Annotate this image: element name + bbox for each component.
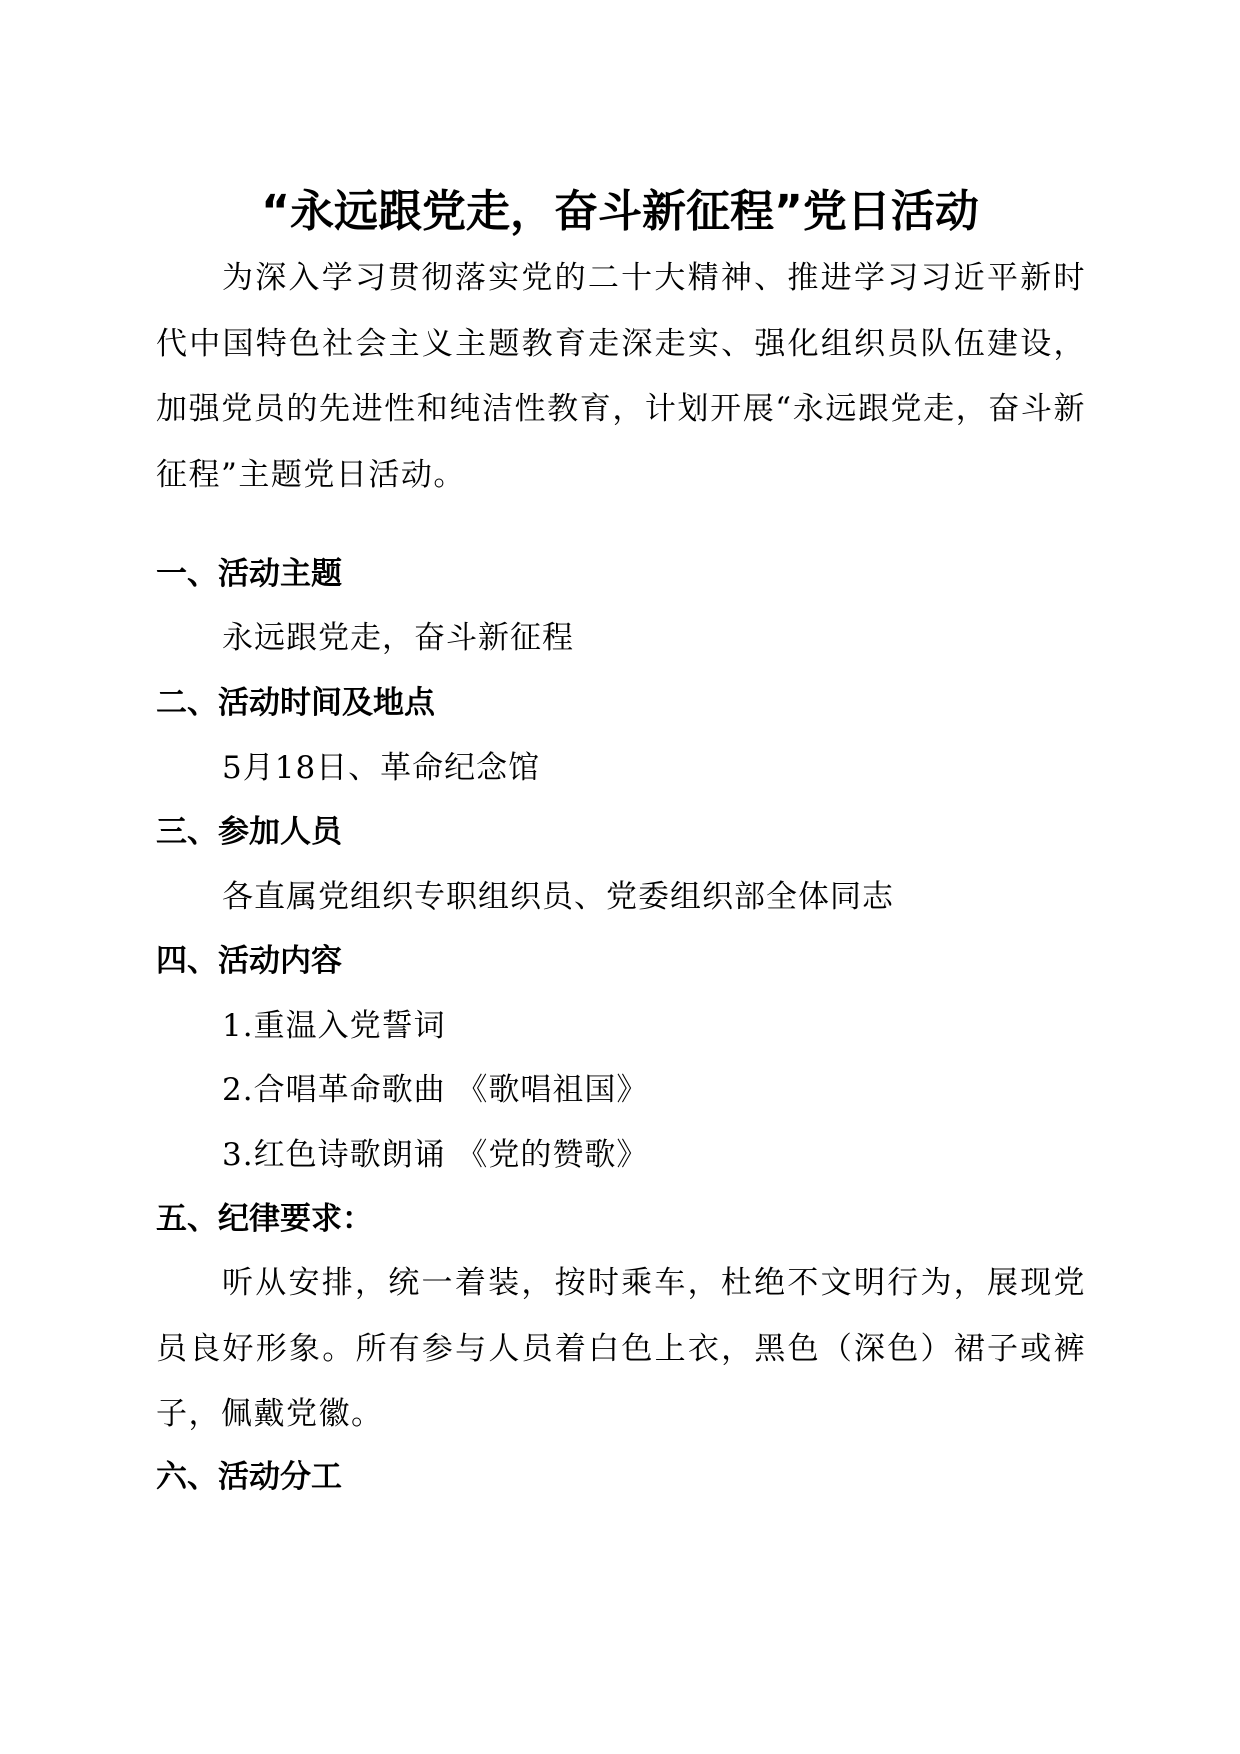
section-heading-time-place: 二、活动时间及地点 <box>156 685 435 721</box>
document-title: “永远跟党走，奋斗新征程”党日活动 <box>261 186 979 237</box>
content-item: 2.合唱革命歌曲 《歌唱祖国》 <box>222 1072 649 1108</box>
section-heading-division: 六、活动分工 <box>156 1459 342 1495</box>
section-heading-content: 四、活动内容 <box>156 943 342 979</box>
section-heading-theme: 一、活动主题 <box>156 556 342 592</box>
discipline-paragraph: 听从安排，统一着装，按时乘车，杜绝不文明行为，展现党员良好形象。所有参与人员着白色上衣，黑色（深色）裙子或裤子，佩戴党徽。 <box>156 1265 1086 1432</box>
section-heading-discipline: 五、纪律要求： <box>156 1201 373 1237</box>
intro-paragraph: 为深入学习贯彻落实党的二十大精神、推进学习习近平新时代中国特色社会主义主题教育走深走实、强化组织员队伍建设，加强党员的先进性和纯洁性教育，计划开展“永远跟党走，奋斗新征程”主题党日活动。 <box>156 260 1086 493</box>
participants-text: 各直属党组织专职组织员、党委组织部全体同志 <box>222 879 894 915</box>
theme-text: 永远跟党走，奋斗新征程 <box>222 620 574 656</box>
content-item: 3.红色诗歌朗诵 《党的赞歌》 <box>222 1137 649 1173</box>
content-item: 1.重温入党誓词 <box>222 1008 446 1044</box>
section-heading-participants: 三、参加人员 <box>156 814 342 850</box>
time-place-text: 5月18日、革命纪念馆 <box>222 750 541 786</box>
